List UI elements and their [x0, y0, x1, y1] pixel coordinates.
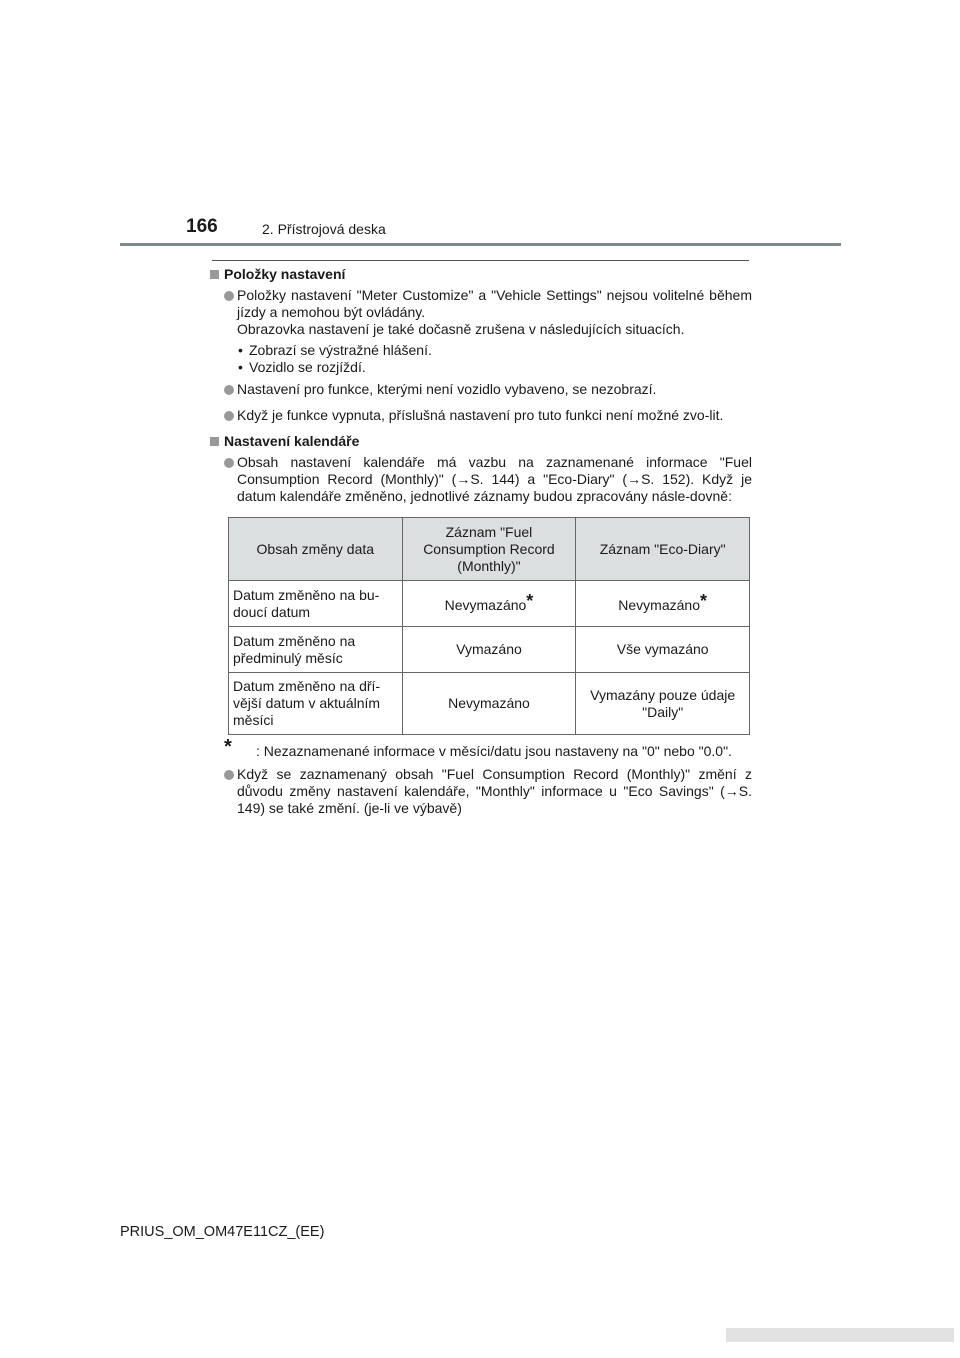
header-rule [120, 243, 841, 246]
table-row [229, 581, 750, 627]
circle-bullet-icon [224, 291, 234, 301]
table-cell: Vymazáno [402, 627, 576, 673]
asterisk-mark: * [699, 591, 707, 611]
sub-list-item: • Zobrazí se výstražné hlášení. [238, 342, 432, 358]
footnote-asterisk: * [224, 736, 232, 758]
table-header-row [229, 518, 750, 581]
table-cell: Datum změněno na dří-vější datum v aktuálním měsíci [229, 673, 403, 735]
circle-bullet-icon [224, 411, 234, 421]
page-number: 166 [186, 216, 218, 237]
table-cell: Nevymazáno [402, 673, 576, 735]
square-bullet-icon [210, 437, 219, 446]
page-content [210, 266, 752, 822]
bullet-item: Nastavení pro funkce, kterými není vozidlo vybaveno, se nezobrazí. [210, 381, 752, 398]
circle-bullet-icon [224, 385, 234, 395]
table-cell: Datum změněno na předminulý měsíc [229, 627, 403, 673]
chapter-title: 2. Přístrojová deska [262, 221, 386, 237]
table-cell: Nevymazáno* [576, 581, 750, 627]
section-heading-calendar: Nastavení kalendáře [210, 433, 752, 450]
table-cell: Vymazány pouze údaje "Daily" [576, 673, 750, 735]
circle-bullet-icon [224, 458, 234, 468]
footnote: * : Nezaznamenané informace v měsíci/datu jsou nastaveny na "0" nebo "0.0". [224, 736, 732, 759]
bullet-item: Když je funkce vypnuta, příslušná nastavení pro tuto funkci není možné zvo-lit. [210, 407, 752, 424]
bullet-item: Položky nastavení "Meter Customize" a "Vehicle Settings" nejsou volitelné během jízdy a nemohou být ovládány. Obrazovka nastavení je také dočasně zrušena v následujících situacích. • Zobrazí se výstražné hlášení. • Vozidlo se rozjíždí. [210, 287, 752, 376]
table-cell: Nevymazáno* [402, 581, 576, 627]
circle-bullet-icon [224, 770, 234, 780]
bullet-item: Obsah nastavení kalendáře má vazbu na zaznamenané informace "Fuel Consumption Record (Monthly)" (→S. 144) a "Eco-Diary" (→S. 152). Když je datum kalendáře změněno, jednotlivé záznamy budou zpracovány násle-dovně: [210, 454, 752, 505]
table-header-cell: Záznam "Eco-Diary" [576, 518, 750, 581]
table-row [229, 673, 750, 735]
document-code: PRIUS_OM_OM47E11CZ_(EE) [120, 1224, 325, 1240]
table-cell: Datum změněno na bu-doucí datum [229, 581, 403, 627]
section-divider [212, 260, 749, 261]
table-header-cell: Záznam "Fuel Consumption Record (Monthly)" [402, 518, 576, 581]
sub-list-item: • Vozidlo se rozjíždí. [238, 359, 366, 375]
table-row [229, 627, 750, 673]
table-cell: Vše vymazáno [576, 627, 750, 673]
bullet-item: Když se zaznamenaný obsah "Fuel Consumption Record (Monthly)" změní z důvodu změny nastavení kalendáře, "Monthly" informace u "Eco Savings" (→S. 149) se také změní. (je-li ve výbavě) [210, 766, 752, 817]
asterisk-mark: * [526, 591, 534, 611]
calendar-table [228, 517, 750, 735]
table-header-cell: Obsah změny data [229, 518, 403, 581]
watermark-logo [720, 1320, 960, 1350]
square-bullet-icon [210, 270, 219, 279]
section-heading-settings: Položky nastavení [210, 266, 752, 283]
